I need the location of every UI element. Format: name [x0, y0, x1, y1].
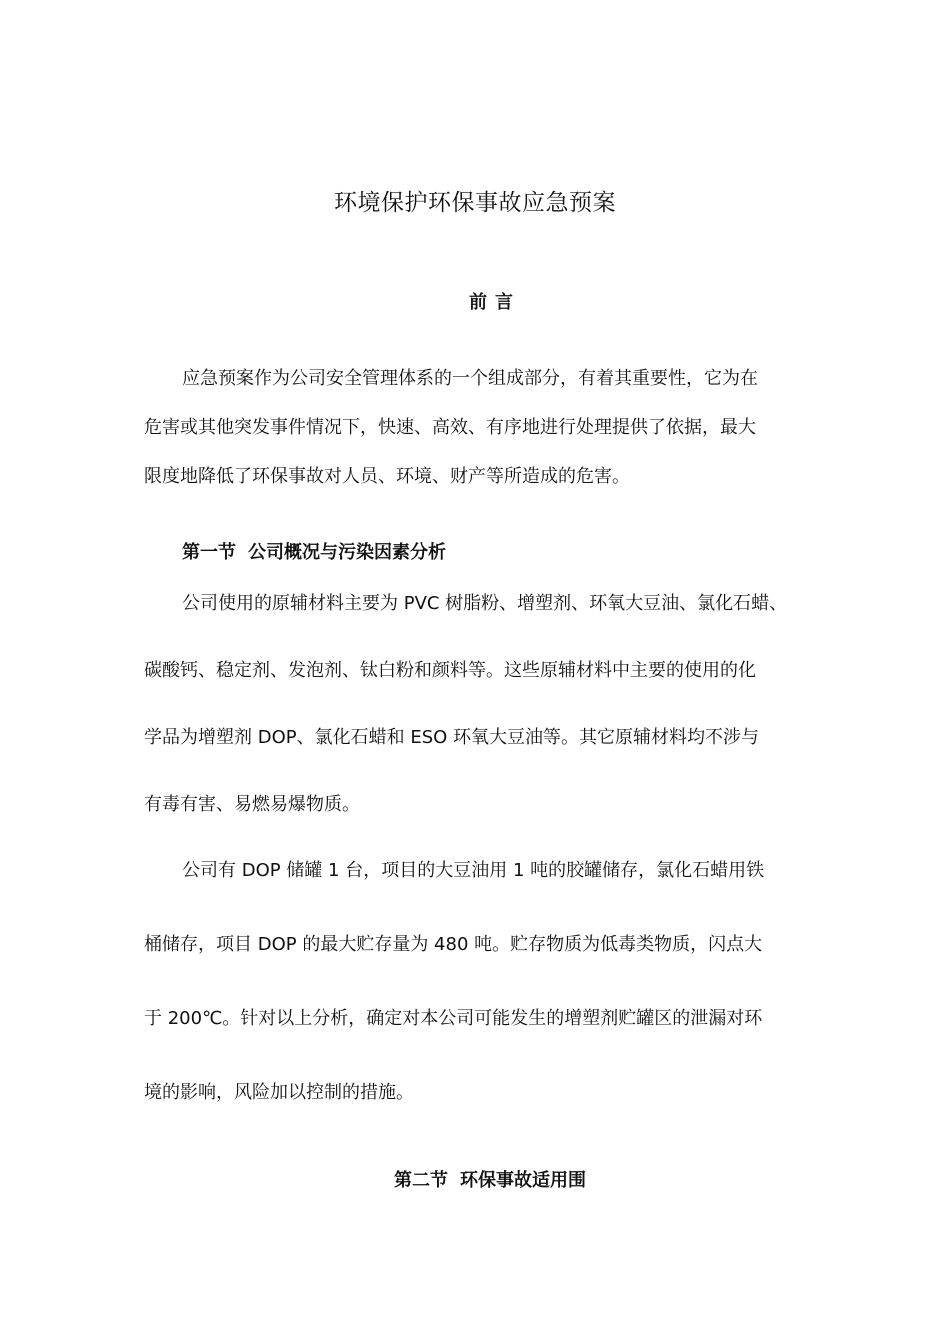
document-title: 环境保护环保事故应急预案: [334, 190, 616, 216]
preface-line-3: 限度地降低了环保事故对人员、环境、财产等所造成的危害。: [144, 466, 630, 487]
preface-heading: 前言: [469, 292, 521, 313]
section-1-p1-line-2: 碳酸钙、稳定剂、发泡剂、钛白粉和颜料等。这些原辅材料中主要的使用的化: [144, 660, 756, 681]
section-1-p1-line-1: 公司使用的原辅材料主要为 PVC 树脂粉、增塑剂、环氧大豆油、氯化石蜡、: [182, 593, 788, 614]
section-1-p2-line-3: 于 200℃。针对以上分析，确定对本公司可能发生的增塑剂贮罐区的泄漏对环: [144, 1008, 763, 1029]
section-1-heading: [182, 538, 446, 564]
section-1-p1-line-3: 学品为增塑剂 DOP、氯化石蜡和 ESO 环氧大豆油等。其它原辅材料均不涉与: [144, 727, 760, 748]
section-1-p2-line-1: 公司有 DOP 储罐 1 台，项目的大豆油用 1 吨的胶罐储存，氯化石蜡用铁: [182, 860, 765, 881]
preface-line-1: 应急预案作为公司安全管理体系的一个组成部分，有着其重要性，它为在: [182, 368, 758, 389]
section-2-number: 第二节: [394, 1170, 448, 1191]
section-1-p2-line-2: 桶储存，项目 DOP 的最大贮存量为 480 吨。贮存物质为低毒类物质，闪点大: [144, 934, 763, 955]
section-1-title: 公司概况与污染因素分析: [248, 542, 446, 563]
section-2-title: 环保事故适用围: [460, 1170, 586, 1191]
section-1-p1-line-4: 有毒有害、易燃易爆物质。: [144, 794, 360, 815]
section-1-p2-line-4: 境的影响，风险加以控制的措施。: [144, 1082, 414, 1103]
section-2-heading: [394, 1166, 586, 1192]
section-1-number: 第一节: [182, 542, 236, 563]
preface-line-2: 危害或其他突发事件情况下，快速、高效、有序地进行处理提供了依据，最大: [144, 417, 756, 438]
